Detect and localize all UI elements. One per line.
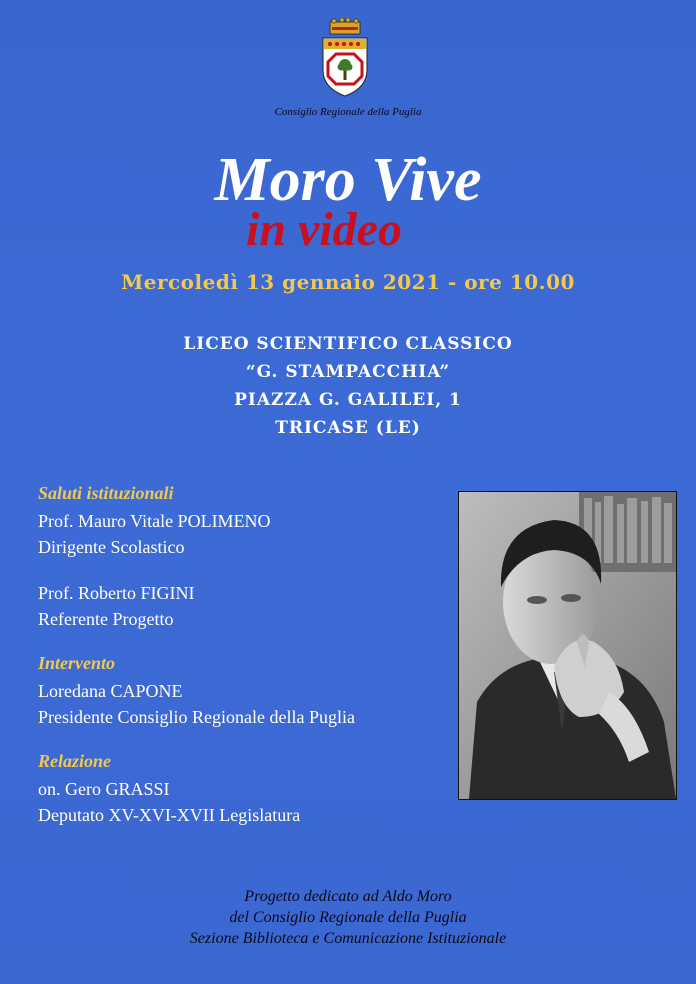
- venue-line: “G. STAMPACCHIA”: [245, 362, 451, 382]
- venue-line: TRICASE (LE): [275, 418, 421, 438]
- council-name: Consiglio Regionale della Puglia: [274, 106, 422, 118]
- speaker-role: Deputato XV-XVI-XVII Legislatura: [38, 805, 301, 825]
- event-subtitle: in video: [246, 203, 402, 256]
- venue-line: PIAZZA G. GALILEI, 1: [234, 390, 462, 410]
- report-heading: Relazione: [38, 751, 112, 771]
- speaker-name: on. Gero GRASSI: [38, 779, 170, 799]
- speaker-name: Prof. Mauro Vitale POLIMENO: [38, 511, 271, 531]
- speaker-name: Loredana CAPONE: [38, 681, 183, 701]
- footer-line: Progetto dedicato ad Aldo Moro: [244, 888, 452, 905]
- speaker-role: Presidente Consiglio Regionale della Puglia: [38, 707, 355, 727]
- speaker-name: Prof. Roberto FIGINI: [38, 583, 195, 603]
- intervention-heading: Intervento: [38, 653, 116, 673]
- footer-line: del Consiglio Regionale della Puglia: [229, 909, 467, 926]
- puglia-coat-of-arms-icon: [318, 18, 372, 98]
- portrait-photo-icon: [458, 491, 677, 800]
- venue-line: LICEO SCIENTIFICO CLASSICO: [183, 334, 513, 354]
- footer-credits: [0, 886, 696, 949]
- program-list: [38, 482, 458, 828]
- event-date-time: Mercoledì 13 gennaio 2021 - ore 10.00: [121, 270, 575, 294]
- venue-block: [0, 330, 696, 442]
- speaker-role: Dirigente Scolastico: [38, 537, 185, 557]
- speaker-role: Referente Progetto: [38, 609, 174, 629]
- footer-line: Sezione Biblioteca e Comunicazione Istituzionale: [189, 930, 507, 947]
- greetings-heading: Saluti istituzionali: [38, 483, 174, 503]
- event-title: Moro Vive: [214, 146, 482, 214]
